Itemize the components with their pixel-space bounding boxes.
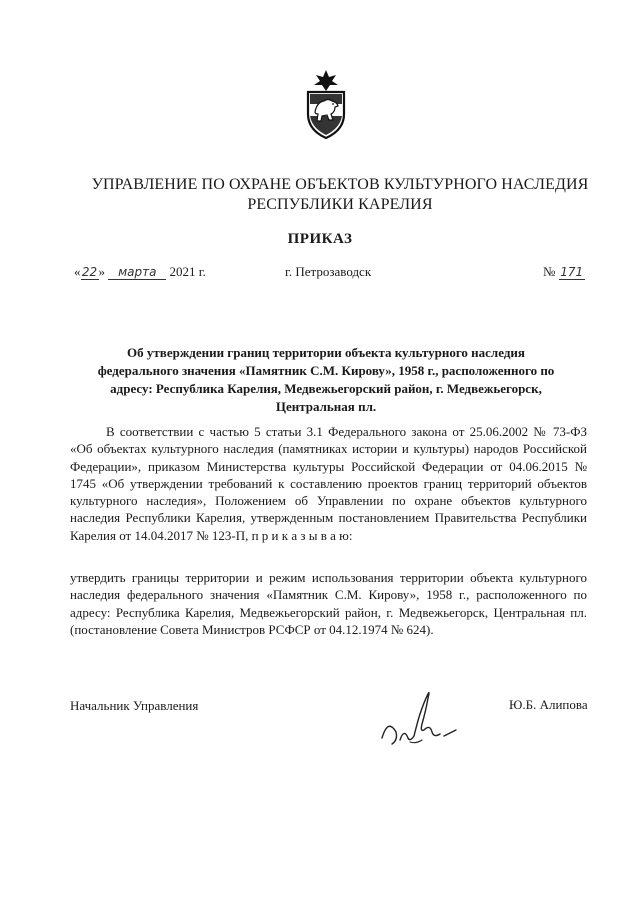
date-year: 2021 г. (169, 264, 206, 279)
order-subject: Об утверждении границ территории объекта культурного наследия федерального значения «Памятник С.М. Кирову», 1958 г., расположенного по адресу: Республика Карелия, Медвежьегорский район, г. Медвежьегорск, Центральная пл. (97, 345, 555, 414)
agency-name-line2: РЕСПУБЛИКИ КАРЕЛИЯ (247, 196, 433, 213)
signatory-position: Начальник Управления (70, 698, 199, 713)
date-quote-open: « (74, 264, 81, 279)
preamble-text: В соответствии с частью 5 статьи 3.1 Федерального закона от 25.06.2002 № 73-ФЗ «Об объектах культурного наследия (памятниках истории и культуры) народов Российской Федерации», приказом Министерства культуры Российской Федерации от 04.06.2015 № 1745 «Об утверждении требований к составлению проектов границ территорий объектов культурного наследия», Положением об Управлении по охране объектов культурного наследия Республики Карелия, утвержденным постановлением Правительства Республики Карелия от 14.04.2017 № 123-П, п р и к а з ы в а ю: (70, 424, 587, 543)
date-quote-close: » (98, 264, 105, 279)
body-paragraph-1 (70, 423, 587, 544)
order-number (543, 264, 585, 280)
date-month: марта (108, 266, 166, 280)
signature-icon (370, 680, 470, 760)
order-title: ПРИКАЗ (287, 231, 353, 247)
coat-of-arms-icon (302, 68, 350, 140)
order-date (74, 264, 206, 280)
number-prefix: № (543, 264, 556, 279)
resolution-text: утвердить границы территории и режим использования территории объекта культурного наследия федерального значения «Памятник С.М. Кирову», 1958 г., расположенного по адресу: Республика Карелия, Медвежьегорский район, г. Медвежьегорск, Центральная пл. (постановление Совета Министров РСФСР от 04.12.1974 № 624). (70, 570, 587, 637)
number-value: 171 (560, 265, 584, 279)
body-paragraph-2 (70, 569, 587, 638)
date-day: 22 (81, 265, 98, 279)
signatory-name: Ю.Б. Алипова (509, 697, 588, 712)
order-city: г. Петрозаводск (285, 264, 372, 279)
agency-name-line1: УПРАВЛЕНИЕ ПО ОХРАНЕ ОБЪЕКТОВ КУЛЬТУРНОГО НАСЛЕДИЯ (91, 176, 589, 193)
